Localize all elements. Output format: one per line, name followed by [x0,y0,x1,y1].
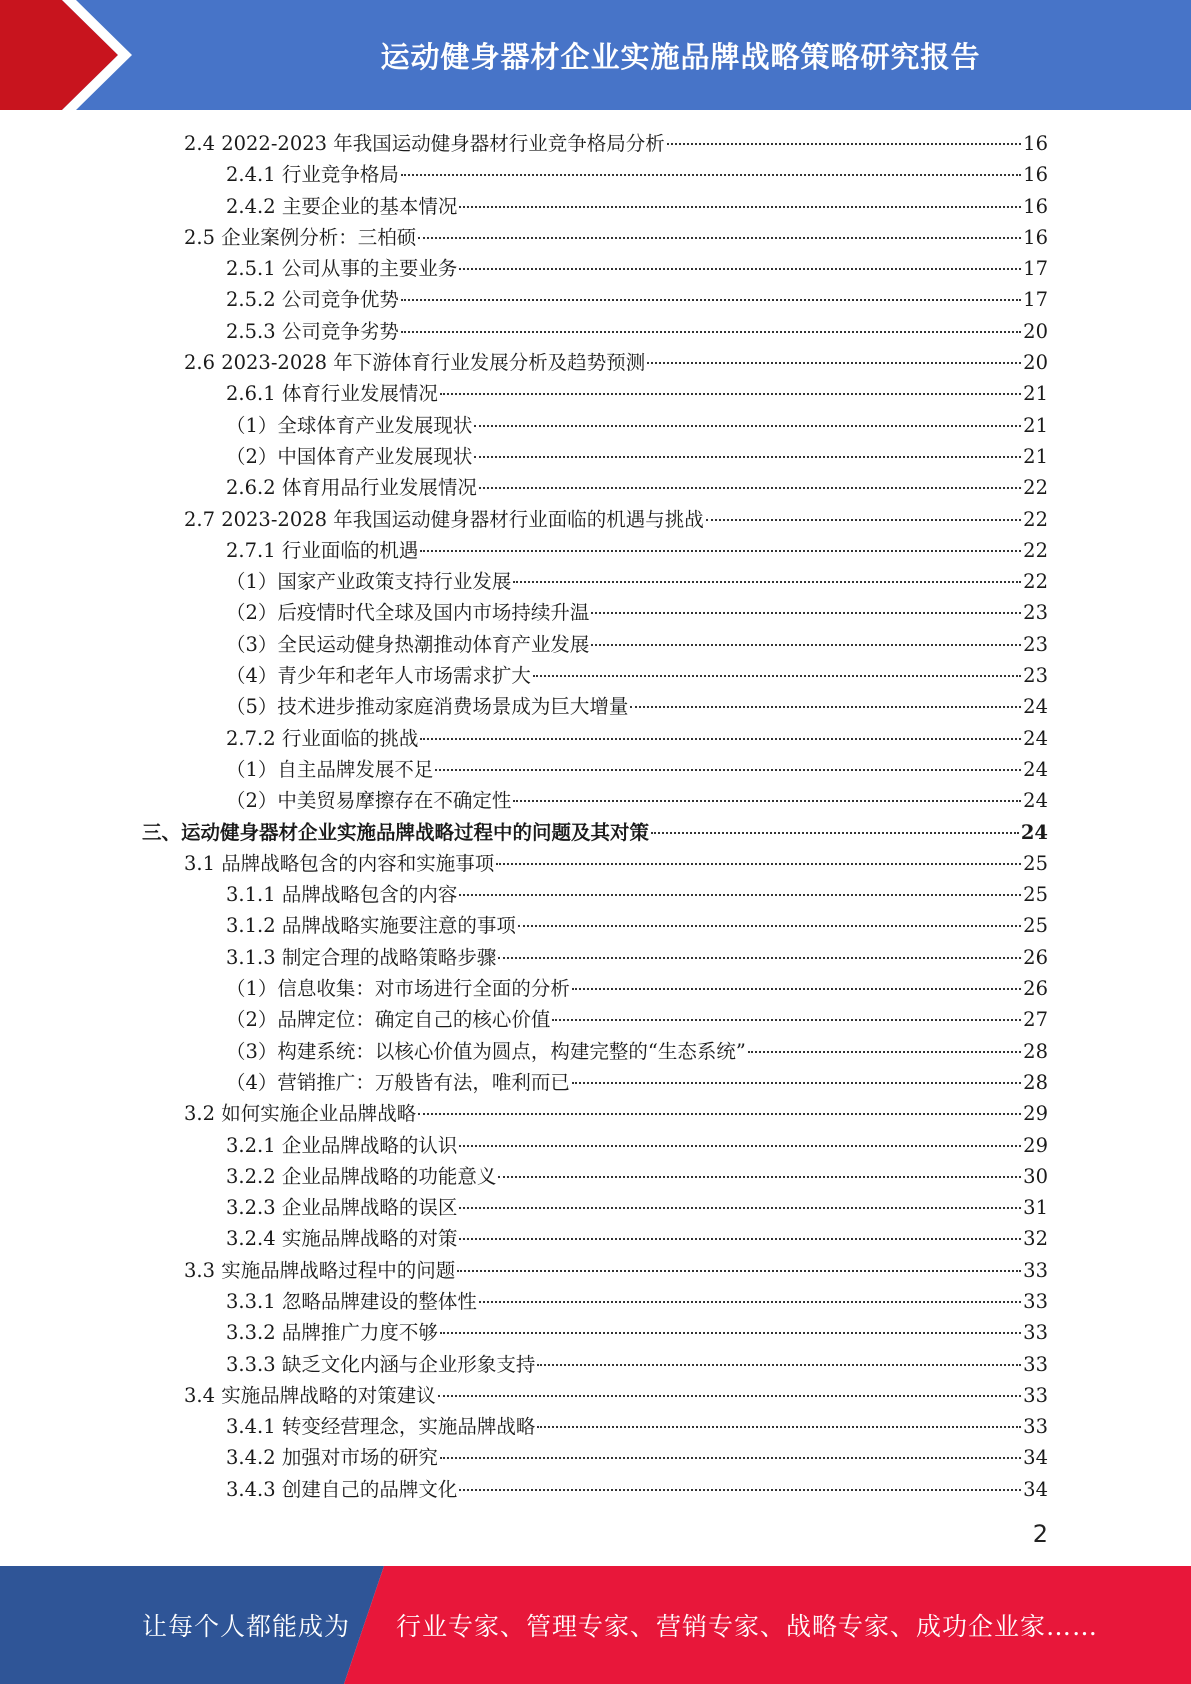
toc-entry-page: 28 [1023,1039,1048,1063]
footer-banner [0,1566,1191,1684]
toc-entry-title: 3.3.2 品牌推广力度不够 [226,1321,438,1345]
table-of-contents [0,128,1191,1505]
toc-dot-leader [651,831,1019,834]
toc-entry[interactable] [0,504,1191,535]
toc-entry[interactable] [0,848,1191,879]
toc-dot-leader [533,674,1021,677]
toc-entry-title: 3.2.4 实施品牌战略的对策 [226,1227,458,1251]
toc-dot-leader [667,142,1021,145]
toc-entry-title: （2）后疫情时代全球及国内市场持续升温 [226,601,590,625]
toc-entry[interactable] [0,1161,1191,1192]
toc-entry[interactable] [0,222,1191,253]
toc-entry[interactable] [0,566,1191,597]
toc-entry-page: 29 [1023,1102,1048,1126]
toc-entry-title: 3.1 品牌战略包含的内容和实施事项 [184,851,495,875]
toc-entry-page: 30 [1023,1164,1048,1188]
toc-dot-leader [513,580,1021,583]
toc-entry[interactable] [0,1349,1191,1380]
toc-entry-page: 20 [1023,351,1048,375]
toc-entry-page: 22 [1023,507,1048,531]
toc-entry[interactable] [0,629,1191,660]
toc-entry-title: 3.1.2 品牌战略实施要注意的事项 [226,914,516,938]
toc-entry-title: 2.5.3 公司竞争劣势 [226,319,399,343]
toc-entry[interactable] [0,316,1191,347]
toc-entry-page: 24 [1023,695,1048,719]
toc-dot-leader [479,486,1021,489]
toc-entry[interactable] [0,472,1191,503]
toc-entry-page: 16 [1023,225,1048,249]
toc-dot-leader [474,455,1021,458]
toc-entry[interactable] [0,1411,1191,1442]
toc-entry-title: 2.5.2 公司竞争优势 [226,288,399,312]
toc-dot-leader [459,205,1021,208]
toc-entry[interactable] [0,191,1191,222]
toc-dot-leader [459,1488,1021,1491]
toc-entry-page: 27 [1023,1008,1048,1032]
toc-entry-page: 31 [1023,1196,1048,1220]
toc-dot-leader [537,1425,1021,1428]
toc-entry-page: 16 [1023,194,1048,218]
toc-entry-title: 2.7.1 行业面临的机遇 [226,538,419,562]
toc-entry-title: 2.6.2 体育用品行业发展情况 [226,476,477,500]
toc-entry[interactable] [0,879,1191,910]
toc-entry-page: 24 [1023,789,1048,813]
toc-dot-leader [647,361,1021,364]
toc-entry[interactable] [0,441,1191,472]
toc-dot-leader [435,768,1021,771]
header-arrow-decoration [0,0,160,110]
toc-dot-leader [572,1081,1021,1084]
toc-entry-title: 3.2.3 企业品牌战略的误区 [226,1196,458,1220]
toc-entry[interactable] [0,284,1191,315]
toc-entry-title: 2.7 2023-2028 年我国运动健身器材行业面临的机遇与挑战 [184,507,704,531]
toc-entry[interactable] [0,1286,1191,1317]
toc-entry-page: 16 [1023,163,1048,187]
toc-entry-title: 2.4.1 行业竞争格局 [226,163,399,187]
toc-entry-title: 3.4.2 加强对市场的研究 [226,1446,438,1470]
toc-entry-page: 32 [1023,1227,1048,1251]
toc-dot-leader [440,392,1021,395]
toc-entry-page: 29 [1023,1133,1048,1157]
toc-entry-page: 23 [1023,664,1048,688]
toc-dot-leader [498,1175,1021,1178]
toc-dot-leader [748,1050,1021,1053]
toc-entry-title: 2.5 企业案例分析：三柏硕 [184,225,417,249]
toc-dot-leader [496,862,1021,865]
toc-entry[interactable] [0,1036,1191,1067]
toc-dot-leader [440,1331,1021,1334]
toc-entry[interactable] [0,1192,1191,1223]
toc-dot-leader [706,518,1021,521]
toc-entry[interactable] [0,785,1191,816]
toc-entry[interactable] [0,942,1191,973]
toc-dot-leader [459,267,1021,270]
toc-entry-title: 3.3.3 缺乏文化内涵与企业形象支持 [226,1352,536,1376]
toc-dot-leader [459,893,1021,896]
toc-entry-page: 34 [1023,1477,1048,1501]
toc-dot-leader [418,236,1021,239]
toc-entry-title: 3.1.1 品牌战略包含的内容 [226,883,458,907]
toc-dot-leader [401,298,1021,301]
toc-entry-page: 33 [1023,1289,1048,1313]
toc-entry[interactable] [0,754,1191,785]
toc-entry-page: 24 [1023,726,1048,750]
toc-dot-leader [474,424,1021,427]
toc-dot-leader [420,737,1021,740]
toc-entry-title: 3.2.1 企业品牌战略的认识 [226,1133,458,1157]
toc-entry-page: 33 [1023,1383,1048,1407]
toc-dot-leader [418,1112,1021,1115]
page-number: 2 [1032,1520,1048,1548]
toc-dot-leader [537,1363,1021,1366]
toc-entry[interactable] [0,910,1191,941]
toc-entry-page: 21 [1023,382,1048,406]
toc-entry-title: 2.6 2023-2028 年下游体育行业发展分析及趋势预测 [184,351,646,375]
toc-dot-leader [513,799,1021,802]
toc-entry[interactable] [0,1223,1191,1254]
toc-entry[interactable] [0,347,1191,378]
toc-entry[interactable] [0,535,1191,566]
toc-dot-leader [457,1269,1021,1272]
toc-entry-title: 3.3.1 忽略品牌建设的整体性 [226,1289,477,1313]
toc-entry[interactable] [0,378,1191,409]
toc-entry-page: 23 [1023,601,1048,625]
toc-entry-title: （2）中美贸易摩擦存在不确定性 [226,789,512,813]
toc-entry-title: 3.2 如何实施企业品牌战略 [184,1102,417,1126]
toc-dot-leader [438,1394,1021,1397]
toc-entry[interactable] [0,159,1191,190]
toc-entry[interactable] [0,253,1191,284]
toc-entry-title: 2.4 2022-2023 年我国运动健身器材行业竞争格局分析 [184,132,665,155]
toc-dot-leader [572,987,1021,990]
toc-entry[interactable] [0,410,1191,441]
toc-entry-title: （4）青少年和老年人市场需求扩大 [226,664,531,688]
toc-dot-leader [591,643,1021,646]
toc-entry-title: 3.2.2 企业品牌战略的功能意义 [226,1164,497,1188]
toc-entry-page: 25 [1023,851,1048,875]
toc-entry-page: 33 [1023,1415,1048,1439]
toc-entry-title: （3）全民运动健身热潮推动体育产业发展 [226,632,590,656]
toc-entry-page: 33 [1023,1321,1048,1345]
toc-entry-page: 24 [1020,820,1048,844]
toc-entry[interactable] [0,597,1191,628]
toc-dot-leader [401,330,1021,333]
toc-entry[interactable] [0,723,1191,754]
toc-entry[interactable] [0,660,1191,691]
toc-entry[interactable] [0,128,1191,159]
toc-entry-page: 20 [1023,319,1048,343]
toc-entry[interactable] [0,1380,1191,1411]
toc-entry-page: 23 [1023,632,1048,656]
toc-entry-page: 17 [1023,288,1048,312]
toc-entry-title: 3.1.3 制定合理的战略策略步骤 [226,945,497,969]
toc-dot-leader [459,1144,1021,1147]
footer-slogan-left: 让每个人都能成为 [142,1612,351,1641]
toc-entry-page: 34 [1023,1446,1048,1470]
toc-entry-title: （1）信息收集：对市场进行全面的分析 [226,977,570,1001]
toc-entry[interactable] [0,973,1191,1004]
toc-dot-leader [498,956,1021,959]
toc-entry[interactable] [0,1067,1191,1098]
toc-entry[interactable] [0,1442,1191,1473]
toc-entry-page: 17 [1023,257,1048,281]
toc-entry[interactable] [0,1130,1191,1161]
toc-dot-leader [459,1206,1021,1209]
toc-entry-page: 22 [1023,570,1048,594]
toc-entry-title: （2）中国体育产业发展现状 [226,444,473,468]
report-title: 运动健身器材企业实施品牌战略策略研究报告 [380,39,981,74]
toc-entry-page: 26 [1023,945,1048,969]
toc-entry-page: 16 [1023,132,1048,155]
toc-entry[interactable] [0,1255,1191,1286]
toc-entry-page: 28 [1023,1070,1048,1094]
toc-dot-leader [552,1018,1021,1021]
toc-entry[interactable] [0,817,1191,848]
toc-dot-leader [518,924,1021,927]
toc-entry-title: 3.4.1 转变经营理念，实施品牌战略 [226,1415,536,1439]
toc-dot-leader [440,1456,1021,1459]
toc-entry-page: 26 [1023,977,1048,1001]
toc-dot-leader [630,705,1021,708]
toc-entry-title: （5）技术进步推动家庭消费场景成为巨大增量 [226,695,629,719]
toc-entry-title: （3）构建系统：以核心价值为圆点，构建完整的“生态系统” [226,1039,746,1063]
toc-entry-title: 3.4.3 创建自己的品牌文化 [226,1477,458,1501]
toc-entry-title: （1）国家产业政策支持行业发展 [226,570,512,594]
toc-dot-leader [459,1237,1021,1240]
toc-entry-page: 25 [1023,883,1048,907]
toc-entry[interactable] [0,1098,1191,1129]
toc-entry-title: 2.6.1 体育行业发展情况 [226,382,438,406]
toc-entry-page: 33 [1023,1352,1048,1376]
toc-dot-leader [591,611,1021,614]
toc-entry-title: 三、运动健身器材企业实施品牌战略过程中的问题及其对策 [142,820,650,844]
report-header [0,0,1191,110]
toc-entry-title: 2.4.2 主要企业的基本情况 [226,194,458,218]
toc-dot-leader [479,1300,1021,1303]
toc-entry-title: （1）自主品牌发展不足 [226,757,434,781]
toc-entry-title: 2.5.1 公司从事的主要业务 [226,257,458,281]
toc-entry-title: 2.7.2 行业面临的挑战 [226,726,419,750]
toc-entry-page: 21 [1023,413,1048,437]
toc-entry-page: 24 [1023,757,1048,781]
toc-entry[interactable] [0,691,1191,722]
toc-entry-title: （2）品牌定位：确定自己的核心价值 [226,1008,551,1032]
toc-entry-page: 33 [1023,1258,1048,1282]
toc-entry-title: （1）全球体育产业发展现状 [226,413,473,437]
toc-entry[interactable] [0,1317,1191,1348]
toc-entry-title: （4）营销推广：万般皆有法，唯利而已 [226,1070,570,1094]
toc-entry[interactable] [0,1004,1191,1035]
toc-dot-leader [401,173,1021,176]
footer-slogan-right: 行业专家、管理专家、营销专家、战略专家、成功企业家…… [396,1612,1099,1641]
toc-entry-page: 21 [1023,444,1048,468]
toc-entry-page: 22 [1023,476,1048,500]
toc-entry-title: 3.4 实施品牌战略的对策建议 [184,1383,436,1407]
toc-entry-page: 22 [1023,538,1048,562]
toc-dot-leader [420,549,1021,552]
toc-entry-title: 3.3 实施品牌战略过程中的问题 [184,1258,456,1282]
toc-entry-page: 25 [1023,914,1048,938]
toc-entry[interactable] [0,1474,1191,1505]
